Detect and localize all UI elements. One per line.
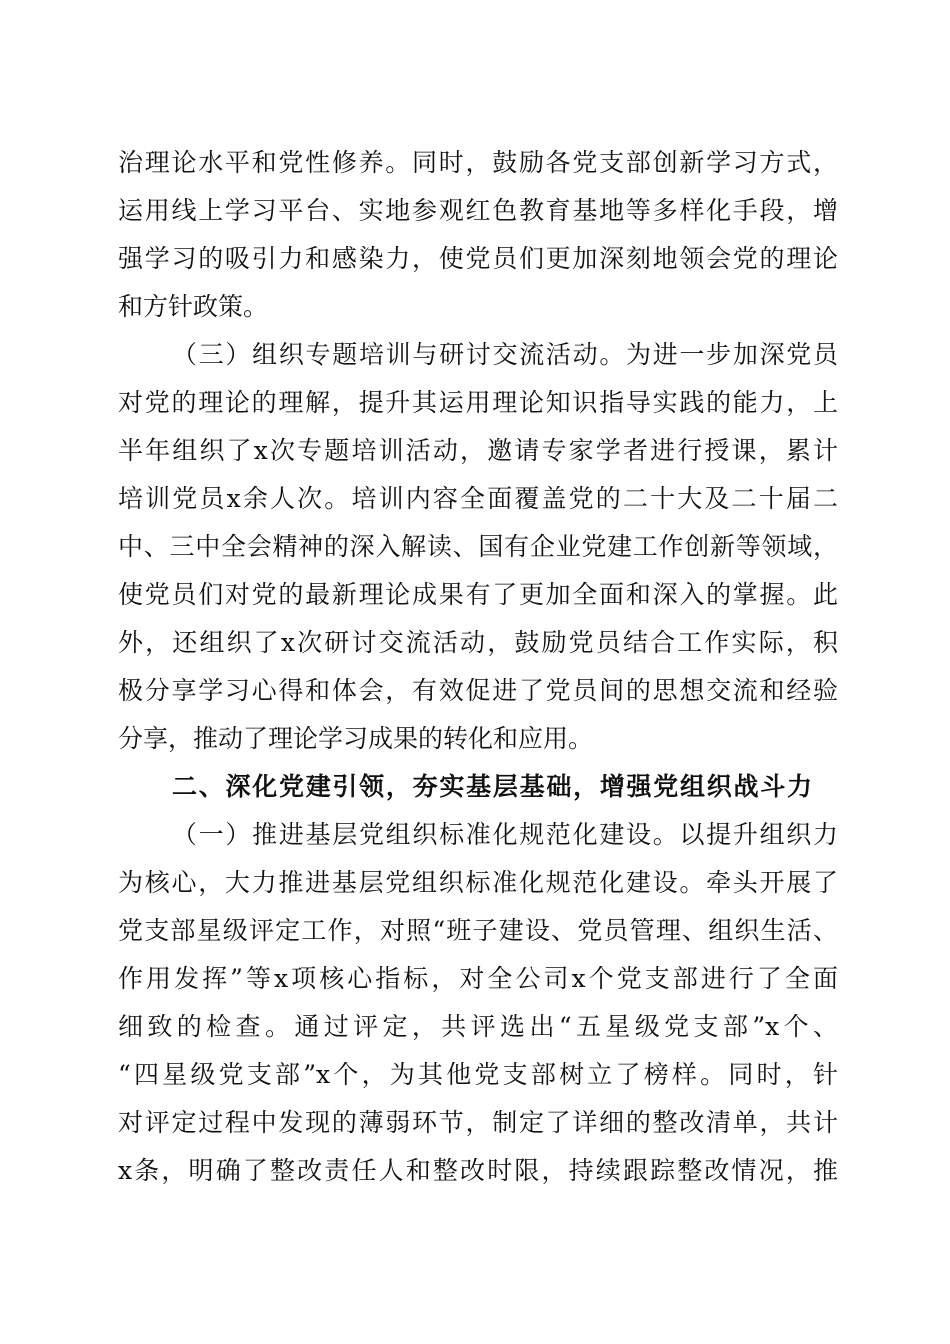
section-heading: 二、深化党建引领，夯实基层基础，增强党组织战斗力 [172,772,812,801]
paragraph-line: 运用线上学习平台、实地参观红色教育基地等多样化手段，增 [118,196,838,225]
paragraph-line: 分享，推动了理论学习成果的转化和应用。 [118,724,594,753]
paragraph-line: 极分享学习心得和体会，有效促进了党员间的思想交流和经验 [118,676,838,705]
paragraph-line: 治理论水平和党性修养。同时，鼓励各党支部创新学习方式， [118,148,838,177]
paragraph-line: 半年组织了x次专题培训活动，邀请专家学者进行授课，累计 [118,436,838,465]
paragraph-line: 对党的理论的理解，提升其运用理论知识指导实践的能力，上 [118,388,838,417]
paragraph-line: 中、三中全会精神的深入解读、国有企业党建工作创新等领域， [118,532,838,561]
paragraph-line: 作用发挥”等x项核心指标，对全公司x个党支部进行了全面 [118,964,838,993]
paragraph-line: x条，明确了整改责任人和整改时限，持续跟踪整改情况，推 [118,1156,838,1185]
paragraph-line: （一）推进基层党组织标准化规范化建设。以提升组织力 [172,820,838,849]
paragraph-line: 强学习的吸引力和感染力，使党员们更加深刻地领会党的理论 [118,244,838,273]
paragraph-line: 对评定过程中发现的薄弱环节，制定了详细的整改清单，共计 [118,1108,838,1137]
paragraph-line: 培训党员x余人次。培训内容全面覆盖党的二十大及二十届二 [118,484,838,513]
paragraph-line: 为核心，大力推进基层党组织标准化规范化建设。牵头开展了 [118,868,838,897]
paragraph-line: 使党员们对党的最新理论成果有了更加全面和深入的掌握。此 [118,580,838,609]
paragraph-line: （三）组织专题培训与研讨交流活动。为进一步加深党员 [172,340,838,369]
paragraph-line: 细致的检查。通过评定，共评选出“五星级党支部”x个、 [118,1012,838,1041]
paragraph-line: 和方针政策。 [118,292,269,321]
paragraph-line: 党支部星级评定工作，对照“班子建设、党员管理、组织生活、 [118,916,838,945]
paragraph-line: 外，还组织了x次研讨交流活动，鼓励党员结合工作实际，积 [118,628,838,657]
paragraph-line: “四星级党支部”x个，为其他党支部树立了榜样。同时，针 [118,1060,838,1089]
